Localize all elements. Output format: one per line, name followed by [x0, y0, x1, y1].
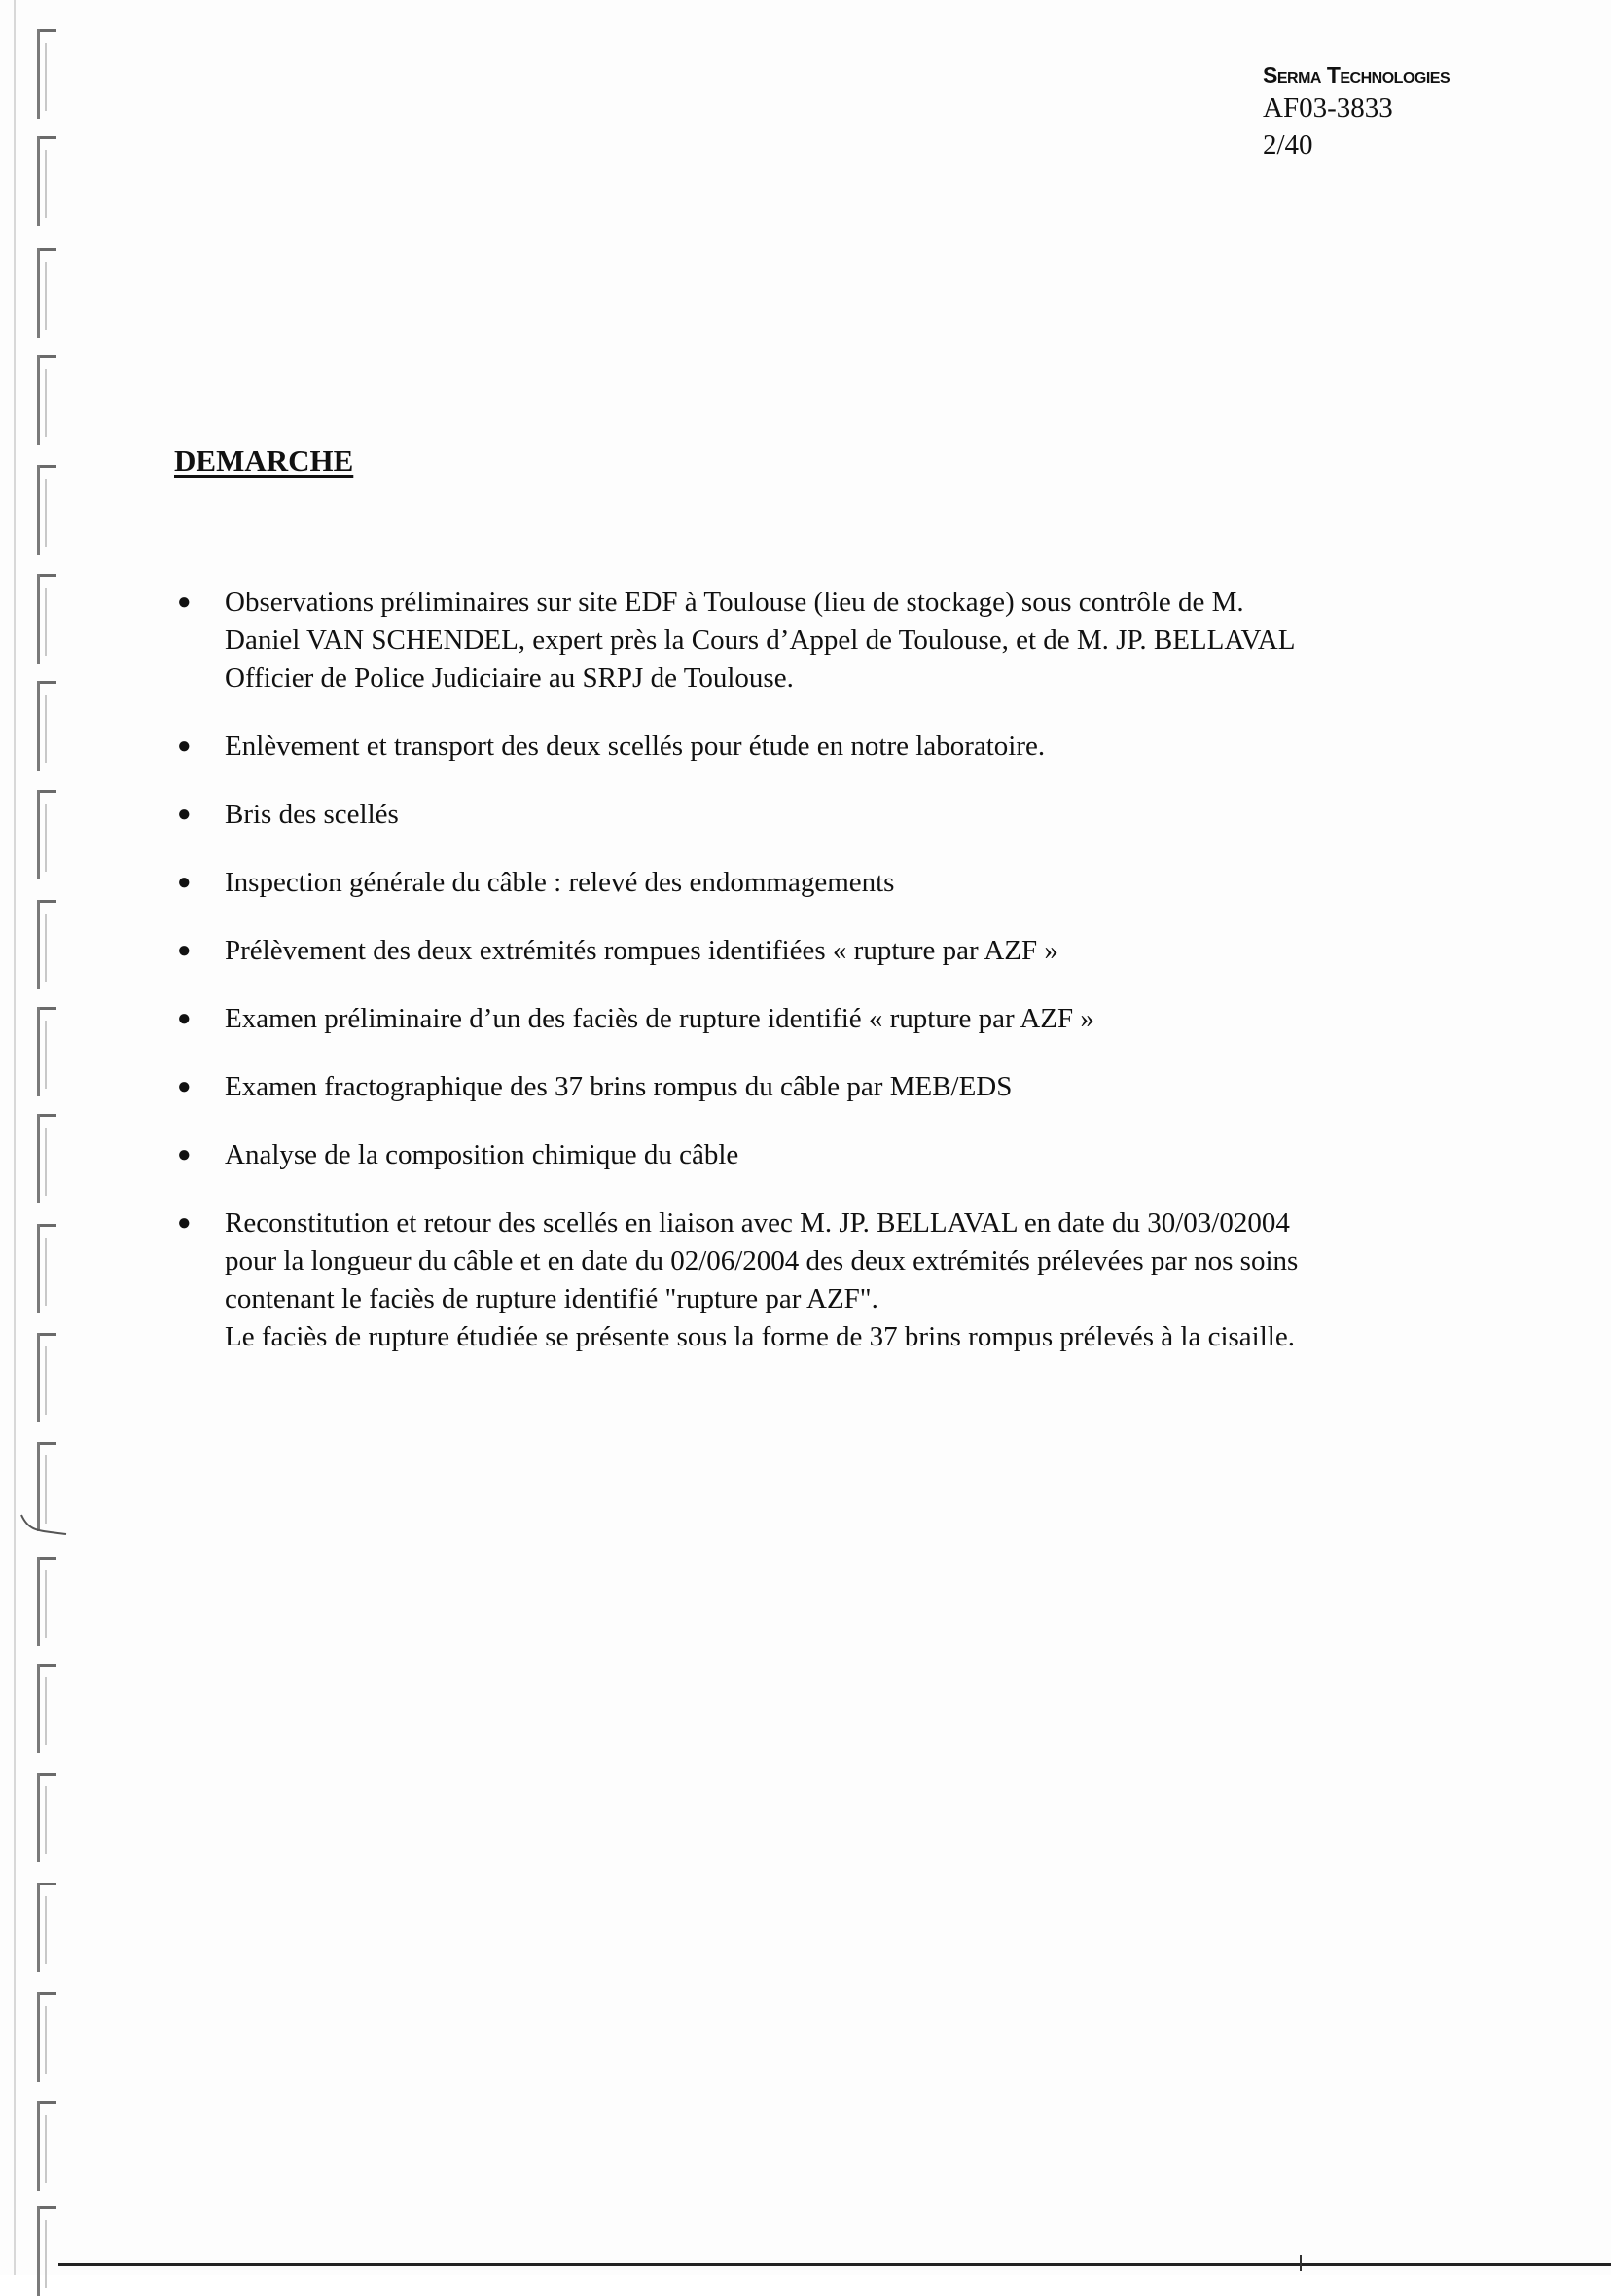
bullet-icon: ● — [177, 802, 192, 827]
binding-ring — [37, 1007, 56, 1096]
company-name: Serma Technologies — [1263, 62, 1450, 88]
procedure-step-text: Analyse de la composition chimique du câble — [225, 1139, 739, 1170]
report-reference: AF03-3833 — [1263, 92, 1393, 124]
procedure-step-text: Daniel VAN SCHENDEL, expert près la Cours d’Appel de Toulouse, et de M. JP. BELLAVAL — [225, 625, 1296, 656]
binding-ring — [37, 465, 56, 555]
binding-ring — [37, 2206, 56, 2296]
binding-ring — [37, 900, 56, 989]
procedure-step — [165, 1136, 1498, 1174]
binding-ring — [37, 136, 56, 226]
procedure-step-text: contenant le faciès de rupture identifié "rupture par AZF". — [225, 1283, 878, 1314]
page-header — [1263, 60, 1584, 163]
procedure-step — [165, 1204, 1498, 1356]
bullet-icon: ● — [177, 1074, 192, 1099]
binding-ring — [37, 248, 56, 338]
procedure-step-text: Prélèvement des deux extrémités rompues identifiées « rupture par AZF » — [225, 935, 1058, 966]
binding-ring — [37, 681, 56, 771]
procedure-step-text: Examen préliminaire d’un des faciès de rupture identifié « rupture par AZF » — [225, 1003, 1094, 1034]
procedure-step-text: Reconstitution et retour des scellés en liaison avec M. JP. BELLAVAL en date du 30/03/02004 — [225, 1207, 1290, 1238]
bullet-icon: ● — [177, 870, 192, 895]
procedure-step-text: Enlèvement et transport des deux scellés pour étude en notre laboratoire. — [225, 731, 1046, 762]
procedure-step-text: pour la longueur du câble et en date du 02/06/2004 des deux extrémités prélevées par nos soins — [225, 1245, 1299, 1276]
procedure-step-text: Examen fractographique des 37 brins rompus du câble par MEB/EDS — [225, 1071, 1013, 1102]
binding-strip — [0, 0, 78, 2275]
procedure-step-text: Inspection générale du câble : relevé des endommagements — [225, 867, 895, 898]
section-title: DEMARCHE — [174, 444, 354, 478]
bullet-icon: ● — [177, 734, 192, 759]
procedure-list — [165, 584, 1498, 1386]
binding-ring — [37, 1883, 56, 1972]
bullet-icon: ● — [177, 1006, 192, 1031]
procedure-step — [165, 584, 1498, 698]
page-bottom-rule — [58, 2263, 1611, 2266]
bullet-icon: ● — [177, 590, 192, 615]
binding-ring — [37, 1664, 56, 1753]
binding-ring — [37, 574, 56, 664]
bullet-icon: ● — [177, 1142, 192, 1167]
binding-edge — [14, 0, 16, 2275]
procedure-step-text: Observations préliminaires sur site EDF à Toulouse (lieu de stockage) sous contrôle de M. — [225, 587, 1244, 618]
bullet-icon: ● — [177, 1210, 192, 1236]
binding-ring — [37, 1224, 56, 1313]
procedure-step-text: Officier de Police Judiciaire au SRPJ de Toulouse. — [225, 663, 794, 694]
binding-crease — [19, 1513, 68, 1571]
procedure-step-note: Le faciès de rupture étudiée se présente sous la forme de 37 brins rompus prélevés à la cisaille. — [225, 1321, 1295, 1352]
procedure-step — [165, 728, 1498, 766]
procedure-step — [165, 1068, 1498, 1106]
binding-ring — [37, 29, 56, 119]
binding-ring — [37, 2101, 56, 2191]
page-number: 2/40 — [1263, 129, 1313, 161]
binding-ring — [37, 790, 56, 879]
binding-ring — [37, 1773, 56, 1862]
bullet-icon: ● — [177, 938, 192, 963]
procedure-step — [165, 932, 1498, 970]
binding-ring — [37, 1333, 56, 1422]
binding-ring — [37, 1992, 56, 2082]
procedure-step-text: Bris des scellés — [225, 799, 399, 830]
binding-ring — [37, 355, 56, 445]
procedure-step — [165, 796, 1498, 834]
procedure-step — [165, 864, 1498, 902]
page-bottom-tick — [1300, 2255, 1302, 2271]
procedure-step — [165, 1000, 1498, 1038]
binding-ring — [37, 1114, 56, 1203]
